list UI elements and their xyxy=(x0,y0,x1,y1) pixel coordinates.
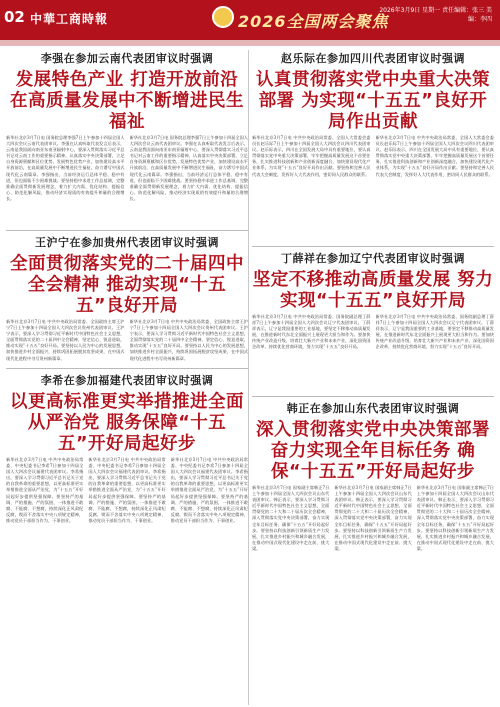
article-kicker: 韩正在参加山东代表团审议时强调 xyxy=(286,402,460,415)
article-headline: 全面贯彻落实党的二十届四中全会精神 推动实现“十五五”良好开局 xyxy=(10,254,244,316)
article-headline: 深入贯彻落实党中央决策部署 奋力实现全年目标任务 确保“十五五”开好局起好步 xyxy=(256,420,490,482)
article-body-text: 新华社北京3月7日电 国务院总理李强7日上午参加十四届全国人大四次会议云南代表团审议。李强在认真听取代表发言后表示，云南是我国面向南亚东南亚辐射中心，要深入贯彻落实习近平总书记对云南工作的重要指示精神，认真落实中央决策部署，立足自身资源禀赋和区位优势，发展特色优势产业，加快建设高水平开放前沿，在高质量发展中不断增进民生福祉，奋力谱写中国式现代化云南篇章。李强指出，当前经济运行总体平稳、稳中有进，但也面临不少困难挑战。要坚持稳中求进工作总基调，完整准确全面贯彻新发展理念，着力扩大内需、优化结构、提振信心、防范化解风险，推动经济实现质的有效提升和量的合理增长。 xyxy=(6,135,125,201)
article-separator xyxy=(6,368,248,369)
article-wang-huning xyxy=(6,236,248,381)
article-han-zheng xyxy=(252,402,494,705)
masthead xyxy=(0,0,500,40)
article-body xyxy=(6,457,248,707)
page-number: 02 xyxy=(4,8,25,26)
article-body-text: 新华社北京3月7日电 国家副主席韩正7日上午参加十四届全国人大四次会议山东代表团审议。韩正表示，要深入学习贯彻习近平新时代中国特色社会主义思想，全面贯彻党的二十大和二十届历次全会精神，深入贯彻落实党中央决策部署，奋力实现全年目标任务，确保“十五五”开好局起好步。要坚持以科技创新引领新质生产力发展，扎实推进乡村振兴和城乡融合发展，在推动中国式现代化建设中走在前、挑大梁。 xyxy=(334,485,412,551)
article-body-text: 新华社北京3月7日电 国务院总理李强7日上午参加十四届全国人大四次会议云南代表团审议。李强在认真听取代表发言后表示，云南是我国面向南亚东南亚辐射中心，要深入贯彻落实习近平总书记对云南工作的重要指示精神，认真落实中央决策部署，立足自身资源禀赋和区位优势，发展特色优势产业，加快建设高水平开放前沿，在高质量发展中不断增进民生福祉，奋力谱写中国式现代化云南篇章。李强指出，当前经济运行总体平稳、稳中有进，但也面临不少困难挑战。要坚持稳中求进工作总基调，完整准确全面贯彻新发展理念，着力扩大内需、优化结构、提振信心、防范化解风险，推动经济实现质的有效提升和量的合理增长。 xyxy=(129,135,248,201)
article-body-text: 新华社北京3月7日电 中共中央政治局常委、全国人大常委会委员长赵乐际7日上午参加十四届全国人大四次会议四川代表团审议。赵乐际表示，四川在全国发展大局中具有重要地位，要认真贯彻落实党中央重大决策部署，牢牢把握高质量发展这个首要任务，扎实推进科技创新和产业创新深度融合，加快建设现代化产业体系，为实现“十五五”良好开局作出贡献。要坚持和完善人民代表大会制度，发挥好人大代表作用，密切同人民群众的联系。 xyxy=(252,135,371,177)
section-banner: 2026全国两会聚焦 xyxy=(238,12,389,31)
article-body-text: 新华社北京3月7日电 中共中央政治局常委、全国政协主席王沪宁7日上午参加十四届全国人大四次会议贵州代表团审议。王沪宁表示，要深入学习贯彻习近平新时代中国特色社会主义思想，全面贯彻落实党的二十届四中全会精神，坚定信心、锐意进取，推动实现“十五五”良好开局。要坚持以人民为中心的发展思想，加快推进乡村全面振兴，持续巩固拓展脱贫攻坚成果，在中国式现代化进程中书写贵州新篇章。 xyxy=(129,319,248,361)
article-body xyxy=(252,314,494,392)
article-body-text: 新华社北京3月7日电 中共中央政治局常委、国务院副总理丁薛祥7日上午参加十四届全国人大四次会议辽宁代表团审议。丁薛祥表示，辽宁是我国重要的工业基地，要坚定不移推动高质量发展，在推进新时代东北全面振兴上展现更大担当和作为。要加快传统产业改造升级，培育壮大新兴产业和未来产业，深化国资国企改革，持续优化营商环境，努力实现“十五五”良好开局。 xyxy=(252,314,371,350)
masthead-underline xyxy=(0,40,500,46)
article-body-text: 新华社北京3月7日电 中共中央政治局常委、中央纪委书记李希7日参加十四届全国人大四次会议福建代表团审议。李希指出，要深入学习贯彻习近平总书记关于党的自我革命的重要思想，以更高标准更实举措推进全面从严治党，为“十五五”开好局起好步提供坚强保障。要坚持严的基调、严的措施、严的氛围，一体推进不敢腐、不能腐、不想腐，持续深化正风肃纪反腐，锲而不舍落实中央八项规定精神，推动党员干部担当作为、干事创业。 xyxy=(170,457,248,523)
article-body-text: 新华社北京3月7日电 国家副主席韩正7日上午参加十四届全国人大四次会议山东代表团审议。韩正表示，要深入学习贯彻习近平新时代中国特色社会主义思想，全面贯彻党的二十大和二十届历次全会精神，深入贯彻落实党中央决策部署，奋力实现全年目标任务，确保“十五五”开好局起好步。要坚持以科技创新引领新质生产力发展，扎实推进乡村振兴和城乡融合发展，在推动中国式现代化建设中走在前、挑大梁。 xyxy=(416,485,494,551)
article-separator xyxy=(252,246,494,247)
article-body-text: 新华社北京3月7日电 中共中央政治局常委、国务院副总理丁薛祥7日上午参加十四届全国人大四次会议辽宁代表团审议。丁薛祥表示，辽宁是我国重要的工业基地，要坚定不移推动高质量发展，在推进新时代东北全面振兴上展现更大担当和作为。要加快传统产业改造升级，培育壮大新兴产业和未来产业，深化国资国企改革，持续优化营商环境，努力实现“十五五”良好开局。 xyxy=(375,314,494,350)
article-li-xi xyxy=(6,374,248,707)
article-body-text: 新华社北京3月7日电 中共中央政治局常委、中央纪委书记李希7日参加十四届全国人大四次会议福建代表团审议。李希指出，要深入学习贯彻习近平总书记关于党的自我革命的重要思想，以更高标准更实举措推进全面从严治党，为“十五五”开好局起好步提供坚强保障。要坚持严的基调、严的措施、严的氛围，一体推进不敢腐、不能腐、不想腐，持续深化正风肃纪反腐，锲而不舍落实中央八项规定精神，推动党员干部担当作为、干事创业。 xyxy=(88,457,166,523)
article-body-text: 新华社北京3月7日电 国家副主席韩正7日上午参加十四届全国人大四次会议山东代表团审议。韩正表示，要深入学习贯彻习近平新时代中国特色社会主义思想，全面贯彻党的二十大和二十届历次全会精神，深入贯彻落实党中央决策部署，奋力实现全年目标任务，确保“十五五”开好局起好步。要坚持以科技创新引领新质生产力发展，扎实推进乡村振兴和城乡融合发展，在推动中国式现代化建设中走在前、挑大梁。 xyxy=(252,485,330,551)
article-kicker: 丁薛祥在参加辽宁代表团审议时强调 xyxy=(281,252,465,265)
article-ding-xuexiang xyxy=(252,252,494,392)
article-body-text: 新华社北京3月7日电 中共中央政治局常委、中央纪委书记李希7日参加十四届全国人大四次会议福建代表团审议。李希指出，要深入学习贯彻习近平总书记关于党的自我革命的重要思想，以更高标准更实举措推进全面从严治党，为“十五五”开好局起好步提供坚强保障。要坚持严的基调、严的措施、严的氛围，一体推进不敢腐、不能腐、不想腐，持续深化正风肃纪反腐，锲而不舍落实中央八项规定精神，推动党员干部担当作为、干事创业。 xyxy=(6,457,84,523)
emblem-icon xyxy=(212,6,234,28)
article-kicker: 赵乐际在参加四川代表团审议时强调 xyxy=(281,52,465,65)
article-headline: 认真贯彻落实党中央重大决策部署 为实现“十五五”良好开局作出贡献 xyxy=(256,70,490,132)
article-kicker: 李希在参加福建代表团审议时强调 xyxy=(40,374,214,387)
article-headline: 坚定不移推动高质量发展 努力实现“十五五”良好开局 xyxy=(252,270,494,311)
article-body xyxy=(6,319,248,381)
issue-meta: 2026年3月9日 星期一 责任编辑：张三 美编：李四 xyxy=(379,7,492,23)
article-separator xyxy=(6,230,248,231)
article-body-text: 新华社北京3月7日电 中共中央政治局常委、全国人大常委会委员长赵乐际7日上午参加十四届全国人大四次会议四川代表团审议。赵乐际表示，四川在全国发展大局中具有重要地位，要认真贯彻落实党中央重大决策部署，牢牢把握高质量发展这个首要任务，扎实推进科技创新和产业创新深度融合，加快建设现代化产业体系，为实现“十五五”良好开局作出贡献。要坚持和完善人民代表大会制度，发挥好人大代表作用，密切同人民群众的联系。 xyxy=(375,135,494,177)
column-divider xyxy=(248,50,249,705)
article-zhao-leji xyxy=(252,52,494,275)
article-separator xyxy=(252,396,494,397)
article-body-text: 新华社北京3月7日电 中共中央政治局常委、全国政协主席王沪宁7日上午参加十四届全国人大四次会议贵州代表团审议。王沪宁表示，要深入学习贯彻习近平新时代中国特色社会主义思想，全面贯彻落实党的二十届四中全会精神，坚定信心、锐意进取，推动实现“十五五”良好开局。要坚持以人民为中心的发展思想，加快推进乡村全面振兴，持续巩固拓展脱贫攻坚成果，在中国式现代化进程中书写贵州新篇章。 xyxy=(6,319,125,361)
article-headline: 发展特色产业 打造开放前沿 在高质量发展中不断增进民生福祉 xyxy=(10,70,244,132)
article-kicker: 王沪宁在参加贵州代表团审议时强调 xyxy=(35,236,219,249)
article-body xyxy=(6,135,248,241)
article-li-qiang xyxy=(6,52,248,241)
newspaper-name: 中華工商時報 xyxy=(30,12,109,26)
article-kicker: 李强在参加云南代表团审议时强调 xyxy=(40,52,214,65)
article-headline: 以更高标准更实举措推进全面从严治党 服务保障“十五五”开好局起好步 xyxy=(10,392,244,454)
article-body xyxy=(252,485,494,705)
